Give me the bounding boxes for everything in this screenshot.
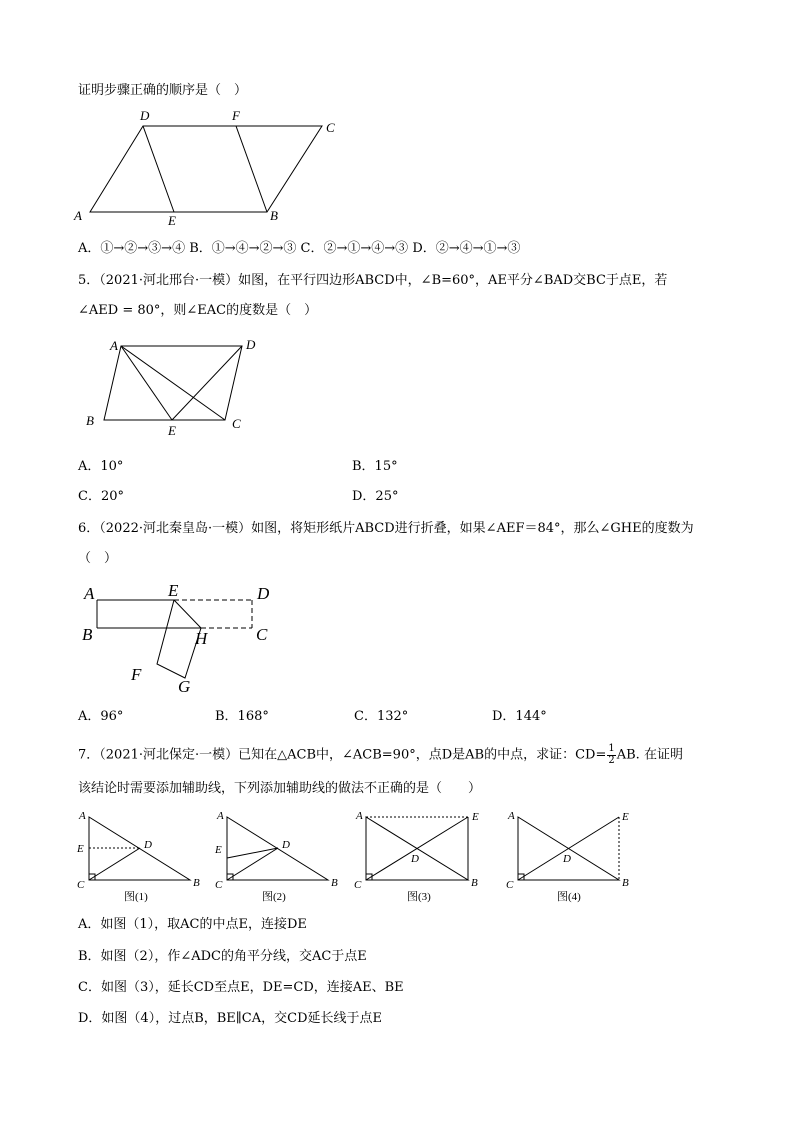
q6-stem-line1: 6．（2022·河北秦皇岛·一模）如图，将矩形纸片ABCD进行折叠，如果∠AEF＝84°，那么∠GHE的度数为 [78, 521, 694, 536]
q4-label-a: A [74, 208, 82, 223]
q4-label-d: D [140, 108, 150, 123]
q5-label-e: E [168, 423, 176, 438]
q6-option-b: B．168° [215, 709, 269, 724]
q5-label-d: D [246, 337, 256, 352]
fraction-denominator: 2 [608, 754, 615, 766]
q4-label-f: F [232, 108, 240, 123]
fig4-label-c: C [506, 879, 514, 891]
q6-option-d: D．144° [492, 709, 547, 724]
fig4-label-d: D [563, 853, 571, 865]
q6-label-f: F [131, 665, 142, 684]
fig1-label-d: D [144, 839, 152, 851]
q6-label-g: G [178, 677, 191, 696]
fig3-caption: 图(3) [407, 891, 431, 903]
fig1-label-b: B [193, 877, 200, 889]
q7-option-d: D．如图（4），过点B，BE∥CA，交CD延长线于点E [78, 1011, 382, 1026]
fig3-label-d: D [411, 853, 419, 865]
fig2-caption: 图(2) [262, 891, 286, 903]
fig1-label-a: A [79, 810, 86, 822]
fig4-label-b: B [622, 877, 629, 889]
fig1-label-c: C [77, 879, 85, 891]
q4-options: A．①→②→③→④ B．①→④→②→③ C．②→①→④→③ D．②→④→①→③ [78, 241, 521, 256]
q5-label-a: A [110, 338, 118, 353]
fig2-label-c: C [215, 879, 223, 891]
q7-stem-post: AB. 在证明 [616, 747, 683, 763]
q6-label-h: H [195, 629, 208, 648]
fig2-label-e: E [215, 844, 222, 856]
fig4-label-e: E [622, 811, 629, 823]
q6-label-e: E [168, 581, 179, 600]
fig2-label-d: D [282, 839, 290, 851]
fig2-label-a: A [217, 810, 224, 822]
fig3-label-c: C [354, 879, 362, 891]
fig3-label-a: A [356, 810, 363, 822]
q5-label-b: B [86, 413, 94, 428]
q5-option-c: C．20° [78, 489, 124, 504]
q4-label-b: B [270, 208, 278, 223]
fig1-label-e: E [77, 843, 84, 855]
fig2-label-b: B [331, 877, 338, 889]
q6-label-d: D [257, 584, 270, 603]
q5-stem-line2: ∠AED = 80°，则∠EAC的度数是（ ） [78, 303, 318, 318]
q5-stem-line1: 5．（2021·河北邢台·一模）如图，在平行四边形ABCD中，∠B=60°，AE平分∠BAD交BC于点E，若 [78, 273, 668, 288]
q5-option-b: B．15° [352, 459, 398, 474]
q7-stem-pre: 7．（2021·河北保定·一模）已知在△ACB中，∠ACB=90°，点D是AB的中点，求证：CD= [78, 747, 607, 763]
q6-label-c: C [256, 625, 268, 644]
fig4-caption: 图(4) [557, 891, 581, 903]
q7-option-c: C．如图（3），延长CD至点E，DE=CD，连接AE、BE [78, 980, 404, 995]
q5-option-d: D．25° [352, 489, 399, 504]
q7-option-b: B．如图（2），作∠ADC的角平分线，交AC于点E [78, 949, 367, 964]
intro-line: 证明步骤正确的顺序是（ ） [78, 83, 248, 98]
q5-option-a: A．10° [78, 459, 124, 474]
q4-label-c: C [326, 120, 335, 135]
q6-option-c: C．132° [354, 709, 409, 724]
fig1-caption: 图(1) [124, 891, 148, 903]
fig4-label-a: A [508, 810, 515, 822]
q4-label-e: E [168, 213, 176, 228]
q6-label-a: A [84, 584, 95, 603]
q5-label-c: C [232, 416, 241, 431]
q6-stem-line2: （ ） [78, 551, 118, 566]
fig3-label-e: E [472, 811, 479, 823]
fraction-numerator: 1 [608, 743, 615, 754]
q7-option-a: A．如图（1），取AC的中点E，连接DE [78, 917, 307, 932]
q7-stem-line2: 该结论时需要添加辅助线，下列添加辅助线的做法不正确的是（ ） [78, 781, 482, 796]
q6-label-b: B [82, 625, 93, 644]
fig3-label-b: B [471, 877, 478, 889]
q6-option-a: A．96° [78, 709, 124, 724]
